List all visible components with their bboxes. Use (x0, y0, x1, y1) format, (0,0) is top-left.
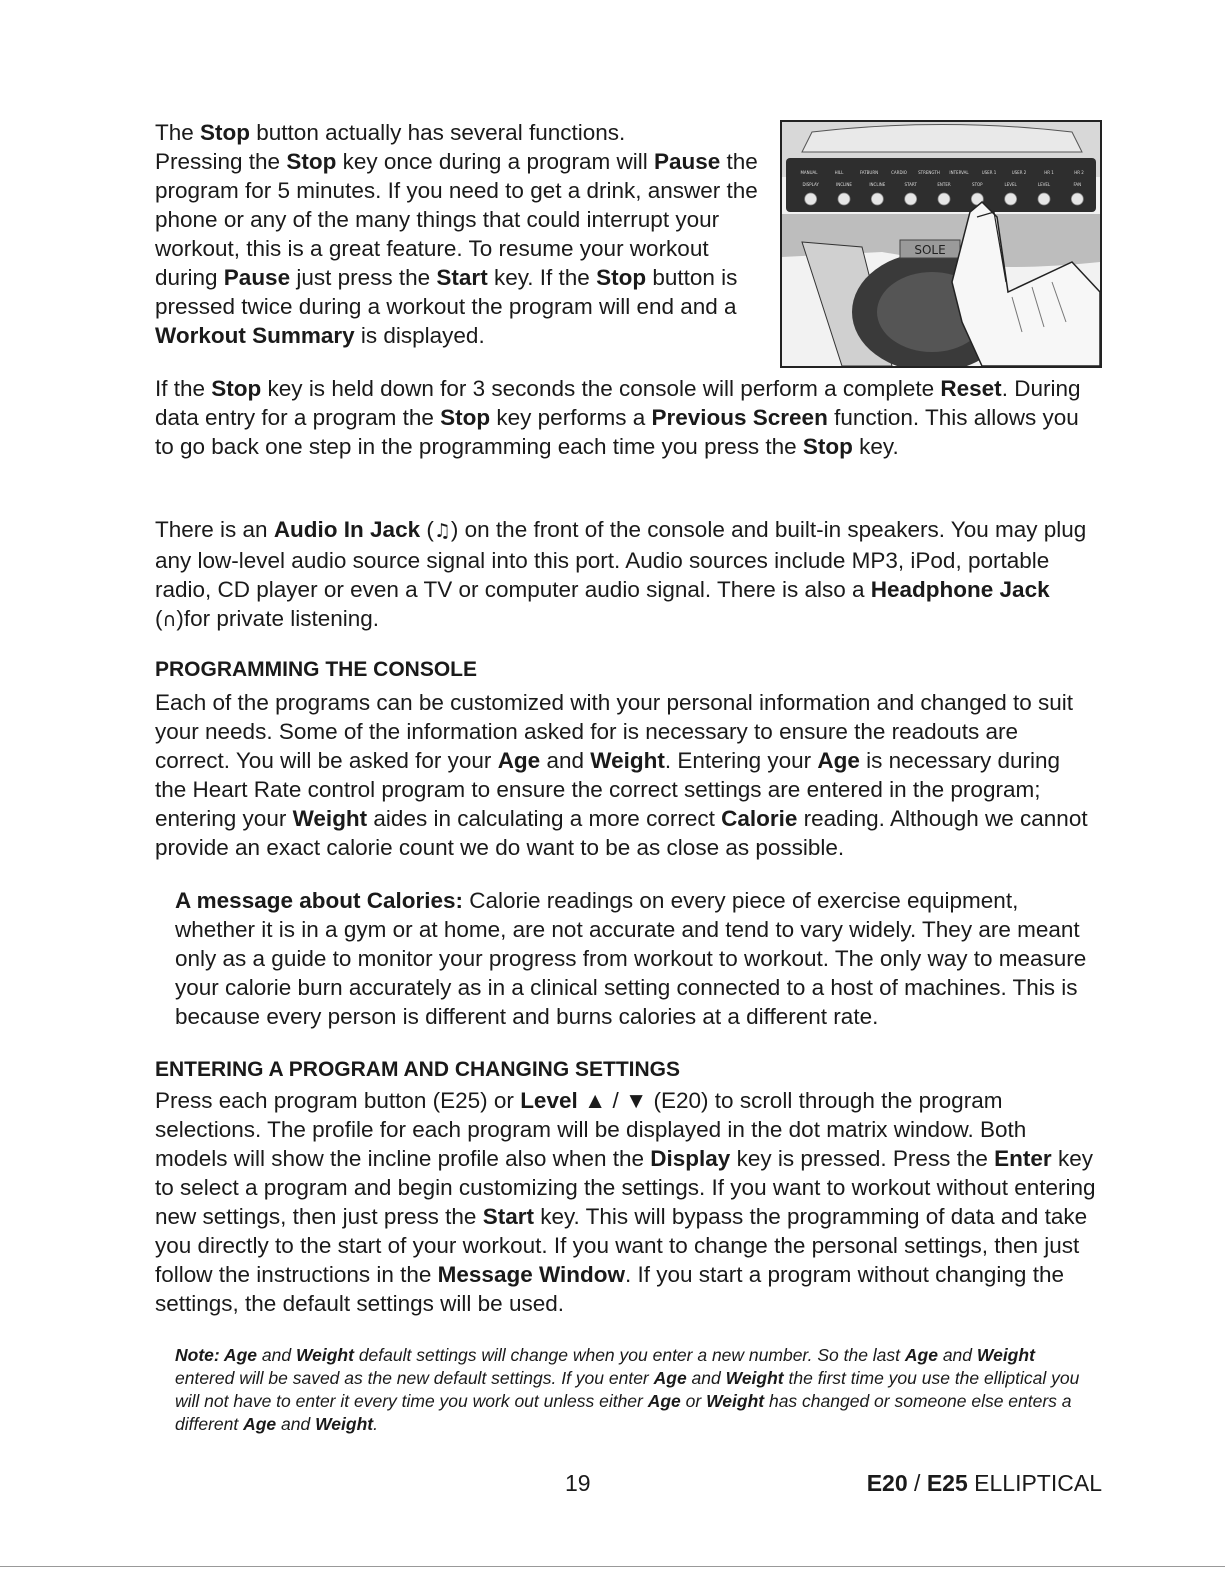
console-key (1005, 193, 1017, 205)
sole-logo: SOLE (914, 243, 946, 257)
console-drawing (782, 122, 1100, 366)
default-settings-note: Note: Age and Weight default settings will change when you enter a new number. So the last Age and Weight entered will be saved as the new default settings. If you enter Age and Weight the first time you use the elliptical you will not have to enter it every time you work out unless either Age or Weight has changed or someone else enters a different Age and Weight. (175, 1345, 1080, 1434)
console-key (805, 193, 817, 205)
program-key-label: USER 1 (981, 170, 997, 175)
stop-button-paragraph: The Stop button actually has several functions. Pressing the Stop key once during a program will Pause the program for 5 minutes. If you need to get a drink, answer the phone or any of the many things that could interrupt your workout, this is a great feature. To resume your workout during Pause just press the Start key. If the Stop button is pressed twice during a workout the program will end and a Workout Summary is displayed. (155, 120, 758, 348)
program-key-label: MANUAL (800, 170, 818, 175)
program-key-label: STRENGTH (918, 170, 940, 175)
control-key-label: DISPLAY (802, 182, 819, 187)
control-key-label: LEVEL (1004, 182, 1017, 187)
control-key-label: FAN (1073, 182, 1082, 187)
console-stop-key-illustration (780, 120, 1102, 368)
program-key-label: USER 2 (1011, 170, 1027, 175)
control-key-label: STOP (972, 182, 983, 187)
calories-message: A message about Calories: Calorie readings on every piece of exercise equipment, whether it is in a gym or at home, are not accurate and tend to vary widely. They are meant only as a guide to monitor your progress from workout to workout. The only way to measure your calorie burn accurately as in a clinical setting connected to a host of machines. This is because every person is different and burns calories at a different rate. (175, 888, 1087, 1029)
program-key-label: CARDIO (891, 170, 907, 175)
audio-in-icon: ♫ (433, 520, 451, 542)
page-number: 19 (565, 1470, 591, 1496)
console-key (1038, 193, 1050, 205)
control-key-label: ENTER (937, 182, 951, 187)
console-key (938, 193, 950, 205)
programming-heading: PROGRAMMING THE CONSOLE (155, 658, 478, 681)
entering-program-heading: ENTERING A PROGRAM AND CHANGING SETTINGS (155, 1058, 681, 1081)
control-key-label: LEVEL (1037, 182, 1051, 187)
headphone-icon: ∩ (162, 609, 177, 631)
page-bottom-edge (0, 1566, 1225, 1567)
console-key (1071, 193, 1083, 205)
program-key-label: HR 2 (1074, 170, 1084, 175)
control-key-label: INCLINE (869, 182, 886, 187)
programming-paragraph: Each of the programs can be customized with your personal information and changed to suit your needs. Some of the information asked for is necessary to ensure the readouts are correct. You will be asked for your Age and Weight. Entering your Age is necessary during the Heart Rate control program to ensure the correct settings are entered in the program; entering your Weight aides in calculating a more correct Calorie reading. Although we cannot provide an exact calorie count we do want to be as close as possible. (155, 690, 1088, 860)
console-key (905, 193, 917, 205)
program-key-label: FATBURN (859, 170, 879, 175)
program-key-label: HILL (834, 170, 844, 175)
console-key (838, 193, 850, 205)
footer-product-title: E20 / E25 ELLIPTICAL (866, 1470, 1102, 1496)
entering-program-paragraph: Press each program button (E25) or Level ▲ / ▼ (E20) to scroll through the program selections. The profile for each program will be displayed in the dot matrix window. Both models will show the incline profile also when the Display key is pressed. Press the Enter key to select a program and begin customizing the settings. If you want to workout without entering new settings, then just press the Start key. This will bypass the programming of data and take you directly to the start of your workout. If you want to change the personal settings, then just follow the instructions in the Message Window. If you start a program without changing the settings, the default settings will be used. (155, 1088, 1096, 1316)
program-key-label: INTERVAL (949, 170, 969, 175)
control-key-row (802, 182, 1083, 205)
stop-reset-paragraph: If the Stop key is held down for 3 seconds the console will perform a complete Reset. During data entry for a program the Stop key performs a Previous Screen function. This allows you to go back one step in the programming each time you press the Stop key. (155, 376, 1081, 459)
control-key-label: INCLINE (836, 182, 852, 187)
program-key-label: HR 1 (1044, 170, 1054, 175)
control-key-label: START (904, 182, 917, 187)
audio-jack-paragraph: There is an Audio In Jack (♫) on the front of the console and built-in speakers. You may plug any low-level audio source signal into this port. Audio sources include MP3, iPod, portable radio, CD player or even a TV or computer audio signal. There is also a Headphone Jack (∩)for private listening. (155, 517, 1087, 631)
console-key (871, 193, 883, 205)
